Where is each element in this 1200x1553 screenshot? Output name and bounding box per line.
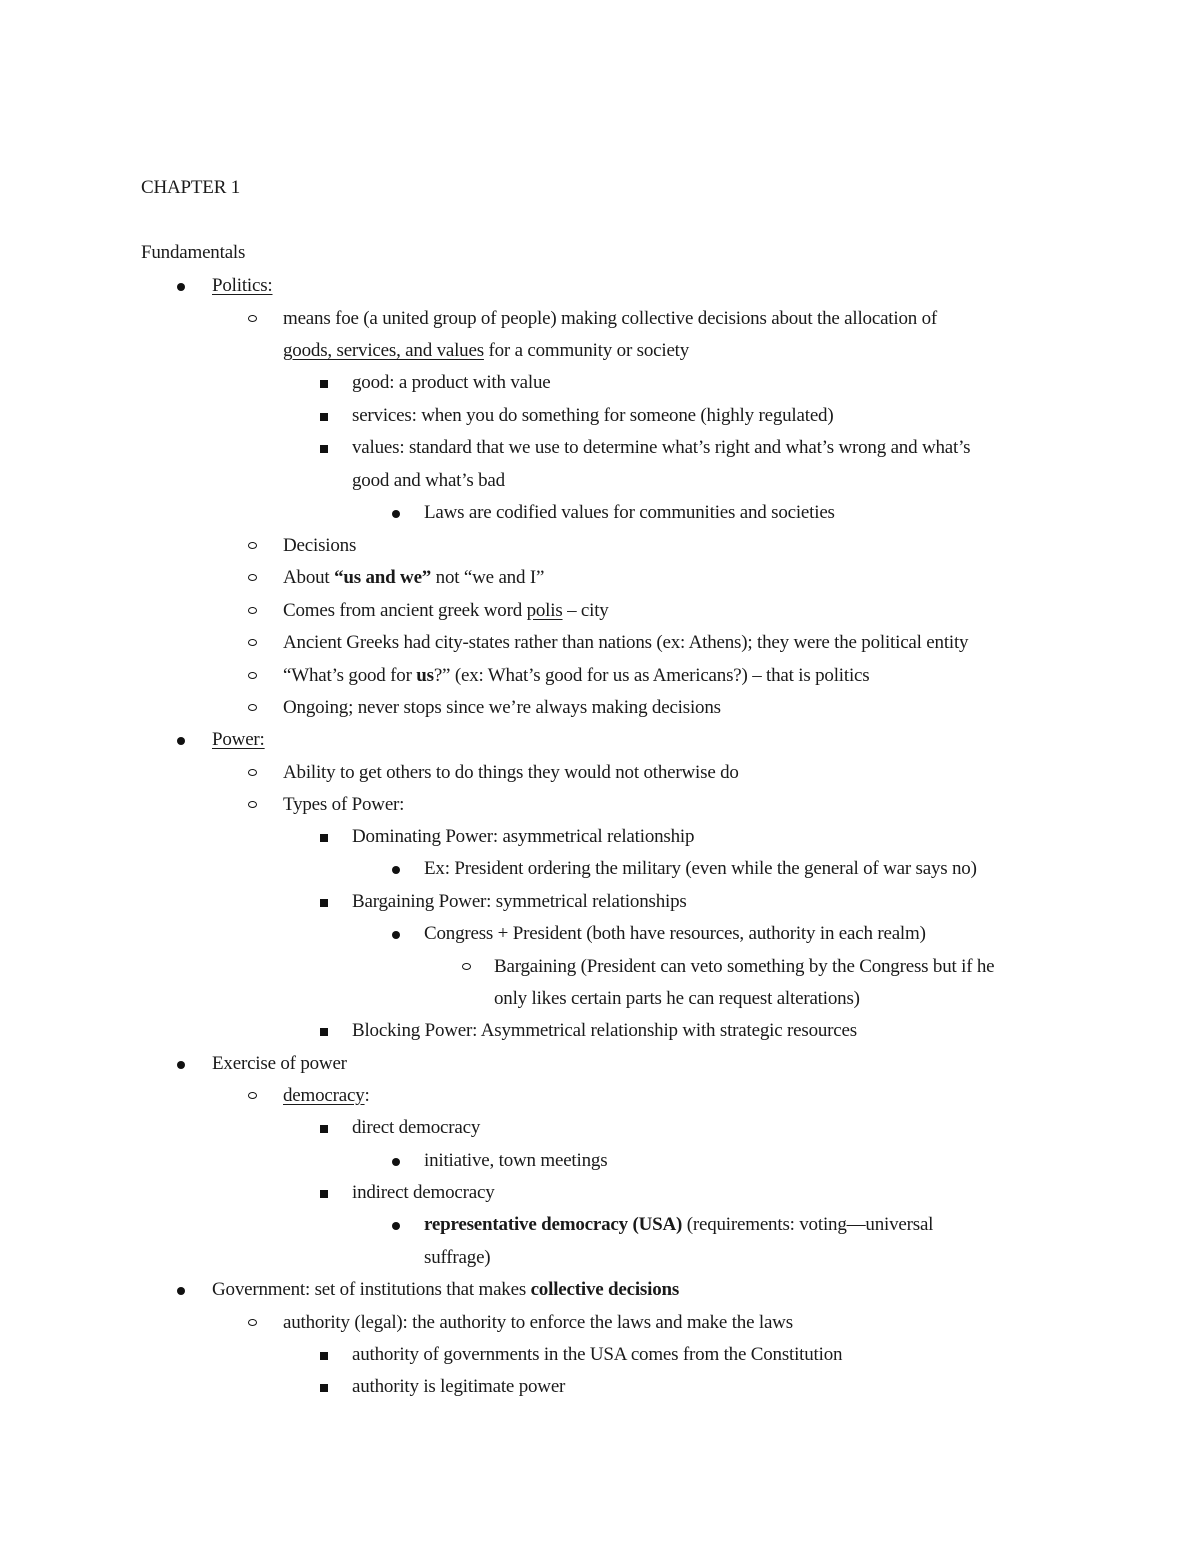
- list-item: Decisions: [283, 535, 357, 556]
- text-segment: About: [283, 567, 335, 588]
- bold-segment: “us and we”: [334, 567, 432, 588]
- bullet-square-icon: [320, 1384, 328, 1392]
- list-item: indirect democracy: [352, 1182, 495, 1203]
- bullet-circle-icon: [248, 801, 257, 808]
- list-item: initiative, town meetings: [424, 1150, 608, 1171]
- list-item: values: standard that we use to determine what’s right and what’s wrong and what’s: [352, 437, 971, 458]
- politics-definition-cont: [283, 339, 689, 363]
- text-segment: :: [364, 1085, 370, 1106]
- text-segment: not “we and I”: [431, 567, 545, 588]
- list-item-cont: good and what’s bad: [352, 470, 505, 491]
- bold-segment: us: [416, 665, 434, 686]
- text-segment: (requirements: voting—universal: [682, 1214, 934, 1235]
- list-item: Dominating Power: asymmetrical relationship: [352, 826, 695, 847]
- underlined-segment: polis: [526, 600, 563, 621]
- list-item: good: a product with value: [352, 372, 551, 393]
- list-item-cont: only likes certain parts he can request alterations): [494, 988, 860, 1009]
- bullet-dot-icon: [392, 931, 400, 939]
- bullet-dot-icon: [392, 1222, 400, 1230]
- bullet-dot-icon: [177, 1287, 185, 1295]
- list-item: [283, 566, 544, 590]
- bullet-circle-icon: [248, 607, 257, 614]
- bullet-dot-icon: [392, 866, 400, 874]
- list-item: direct democracy: [352, 1117, 481, 1138]
- section-heading: Fundamentals: [141, 242, 246, 263]
- politics-definition: means foe (a united group of people) making collective decisions about the allocation of: [283, 308, 938, 329]
- list-item: Congress + President (both have resources, authority in each realm): [424, 923, 926, 944]
- politics-definition-tail: for a community or society: [483, 340, 690, 361]
- list-item: Types of Power:: [283, 794, 405, 815]
- bullet-circle-icon: [248, 1092, 257, 1099]
- bullet-dot-icon: [392, 510, 400, 518]
- list-item: services: when you do something for someone (highly regulated): [352, 405, 834, 426]
- bold-segment: representative democracy (USA): [424, 1214, 683, 1235]
- list-item: authority is legitimate power: [352, 1376, 566, 1397]
- bullet-dot-icon: [177, 1061, 185, 1069]
- bullet-square-icon: [320, 445, 328, 453]
- list-item: authority of governments in the USA comes from the Constitution: [352, 1344, 843, 1365]
- list-item: [283, 1084, 370, 1108]
- bullet-square-icon: [320, 899, 328, 907]
- chapter-title: CHAPTER 1: [141, 177, 241, 198]
- bullet-circle-icon: [248, 542, 257, 549]
- exercise-heading: Exercise of power: [212, 1053, 347, 1074]
- list-item: [283, 664, 869, 688]
- list-item: Bargaining (President can veto something by the Congress but if he: [494, 956, 995, 977]
- bullet-circle-icon: [248, 769, 257, 776]
- bullet-circle-icon: [248, 672, 257, 679]
- bullet-circle-icon: [248, 315, 257, 322]
- list-item: Ongoing; never stops since we’re always making decisions: [283, 697, 721, 718]
- text-segment: “What’s good for: [283, 665, 417, 686]
- bullet-circle-icon: [462, 963, 471, 970]
- list-item: Ability to get others to do things they would not otherwise do: [283, 762, 739, 783]
- bullet-square-icon: [320, 1028, 328, 1036]
- list-item: [424, 1213, 933, 1237]
- power-heading: Power:: [212, 729, 265, 750]
- bullet-square-icon: [320, 1125, 328, 1133]
- bullet-square-icon: [320, 413, 328, 421]
- government-heading: [212, 1278, 679, 1302]
- text-segment: – city: [562, 600, 609, 621]
- text-segment: Comes from ancient greek word: [283, 600, 527, 621]
- bold-segment: collective decisions: [530, 1279, 680, 1300]
- text-segment: Government: set of institutions that makes: [212, 1279, 531, 1300]
- list-item: Blocking Power: Asymmetrical relationship with strategic resources: [352, 1020, 857, 1041]
- bullet-dot-icon: [177, 737, 185, 745]
- goods-services-values: goods, services, and values: [283, 340, 484, 361]
- bullet-square-icon: [320, 1190, 328, 1198]
- bullet-square-icon: [320, 834, 328, 842]
- bullet-circle-icon: [248, 574, 257, 581]
- list-item: Ex: President ordering the military (even while the general of war says no): [424, 858, 977, 879]
- list-item: [283, 599, 609, 623]
- text-segment: ?” (ex: What’s good for us as Americans?) – that is politics: [433, 665, 870, 686]
- list-item: Ancient Greeks had city-states rather than nations (ex: Athens); they were the political entity: [283, 632, 969, 653]
- bullet-dot-icon: [392, 1158, 400, 1166]
- bullet-dot-icon: [177, 283, 185, 291]
- list-item: Bargaining Power: symmetrical relationships: [352, 891, 687, 912]
- bullet-circle-icon: [248, 704, 257, 711]
- politics-heading: Politics:: [212, 275, 273, 296]
- list-item: authority (legal): the authority to enforce the laws and make the laws: [283, 1312, 793, 1333]
- underlined-segment: democracy: [283, 1085, 365, 1106]
- list-item: Laws are codified values for communities and societies: [424, 502, 835, 523]
- bullet-circle-icon: [248, 1319, 257, 1326]
- bullet-circle-icon: [248, 639, 257, 646]
- bullet-square-icon: [320, 1352, 328, 1360]
- bullet-square-icon: [320, 380, 328, 388]
- list-item-cont: suffrage): [424, 1247, 491, 1268]
